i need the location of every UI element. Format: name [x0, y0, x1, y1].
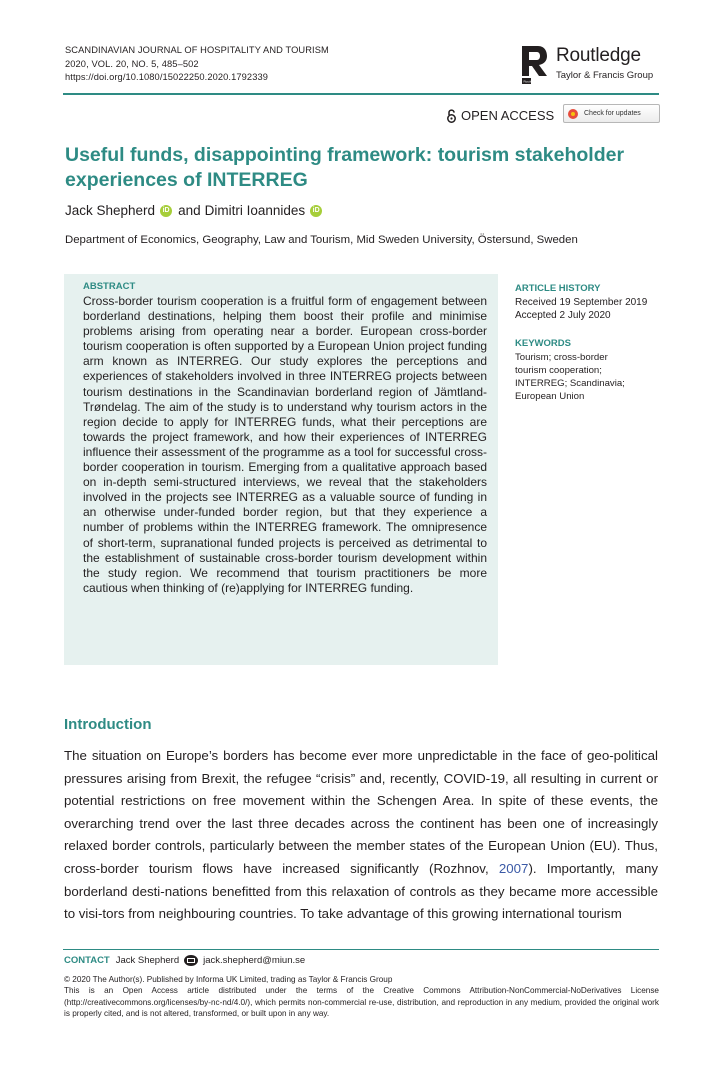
journal-name: SCANDINAVIAN JOURNAL OF HOSPITALITY AND TOURISM [65, 45, 329, 55]
article-title [65, 143, 665, 193]
check-updates-label: Check for updates [584, 110, 641, 117]
routledge-logo-icon [520, 44, 548, 86]
publisher-name: Routledge [556, 45, 641, 66]
article-title-line1: Useful funds, disappointing framework: tourism stakeholder [65, 144, 625, 166]
publisher-logo [520, 44, 660, 86]
author-affiliation: Department of Economics, Geography, Law and Tourism, Mid Sweden University, Östersund, Sweden [65, 234, 578, 246]
email-icon [184, 955, 198, 966]
contact-email[interactable]: jack.shepherd@miun.se [203, 955, 306, 966]
abstract-heading: ABSTRACT [83, 281, 136, 292]
svg-text:Routledge: Routledge [523, 79, 538, 84]
introduction-paragraph [64, 745, 658, 926]
author-separator: and [178, 203, 201, 218]
abstract-text: Cross-border tourism cooperation is a fruitful form of engagement between borderland destinations, helping them boost their profile and minimise problems arising from operating near a border. European cross-border tourism cooperation is often supported by a European Union project funding arm known as INTERREG. Our study explores the perceptions and experiences of stakeholders involved in three INTERREG projects between tourism destinations in the Scandinavian borderland region of Jämtland-Trøndelag. The aim of the study is to understand why tourism actors in the region decide to apply for INTERREG funds, what their perceptions are towards the project framework, and how their experiences of INTERREG influence their assessment of the programme as a tool for successful cross-border cooperation in tourism. Emerging from a qualitative approach based on in-depth semi-structured interviews, we reveal that the stakeholders involved in the projects see INTERREG as a valuable source of funding in an otherwise under-funded border region, but that they experience a number of problems within the INTERREG framework. The omnipresence of short-term, supranational funded projects is perceived as detrimental to the establishment of sustainable cross-border tourism development within the study region. We recommend that tourism practitioners be more cautious when thinking of (re)applying for INTERREG funding. [83, 294, 487, 595]
orcid-icon[interactable]: iD [310, 205, 322, 217]
check-for-updates-button[interactable] [563, 104, 660, 123]
license-text: This is an Open Access article distributed under the terms of the Creative Commons Attribution-NonCommercial-NoDerivatives License (http://creativecommons.org/licenses/by-nc-nd/4.0/), which permits non-commercial re-use, distribution, and reproduction in any medium, provided the original work is properly cited, and is not altered, transformed, or built upon in any way. [64, 986, 659, 1019]
article-history-heading: ARTICLE HISTORY [515, 283, 601, 294]
article-history [515, 296, 647, 322]
introduction-text-continued: ). Importantly, many borderland desti-nations benefitted from this relaxation of controls as they became more accessible to visi-tors from neighbouring countries. To take advantage of this growing international tourism [64, 860, 658, 922]
author-name[interactable]: Jack Shepherd [65, 203, 156, 218]
journal-meta [65, 44, 329, 85]
keyword-line: Tourism; cross-border [515, 352, 608, 363]
journal-doi[interactable]: https://doi.org/10.1080/15022250.2020.1792339 [65, 72, 269, 83]
copyright-line: © 2020 The Author(s). Published by Informa UK Limited, trading as Taylor & Francis Group [64, 975, 393, 984]
keywords-heading: KEYWORDS [515, 338, 571, 349]
open-lock-icon [446, 109, 457, 123]
contact-name: Jack Shepherd [115, 955, 180, 966]
open-access-badge [446, 108, 554, 123]
received-date: Received 19 September 2019 [515, 297, 648, 308]
keyword-line: European Union [515, 391, 585, 402]
citation-link[interactable]: 2007 [498, 860, 529, 876]
accepted-date: Accepted 2 July 2020 [515, 310, 611, 321]
keyword-line: INTERREG; Scandinavia; [515, 378, 625, 389]
open-access-label: OPEN ACCESS [461, 108, 555, 123]
author-name[interactable]: Dimitri Ioannides [204, 203, 306, 218]
crossmark-icon [568, 109, 578, 119]
section-heading: Introduction [64, 716, 152, 733]
publisher-subtitle: Taylor & Francis Group [556, 70, 654, 81]
keyword-line: tourism cooperation; [515, 365, 602, 376]
orcid-icon[interactable]: iD [160, 205, 172, 217]
article-title-line2: experiences of INTERREG [65, 169, 308, 191]
contact-line [64, 955, 305, 966]
keywords-list [515, 351, 625, 403]
author-list [65, 203, 328, 218]
header-divider [63, 93, 659, 95]
contact-label: CONTACT [64, 955, 110, 966]
license-notice [64, 974, 659, 1020]
journal-volume: 2020, VOL. 20, NO. 5, 485–502 [65, 58, 199, 69]
introduction-text: The situation on Europe’s borders has become ever more unpredictable in the face of geo-political pressures arising from Brexit, the refugee “crisis” and, recently, COVID-19, all resulting in current or potential restrictions on free movement within the Schengen Area. In spite of these events, the overarching trend over the last three decades across the continent has been one of increasingly relaxed border controls, particularly between the member states of the European Union (EU). Thus, cross-border tourism flows have increased significantly (Rozhnov, [64, 748, 658, 876]
footer-divider [63, 949, 659, 950]
